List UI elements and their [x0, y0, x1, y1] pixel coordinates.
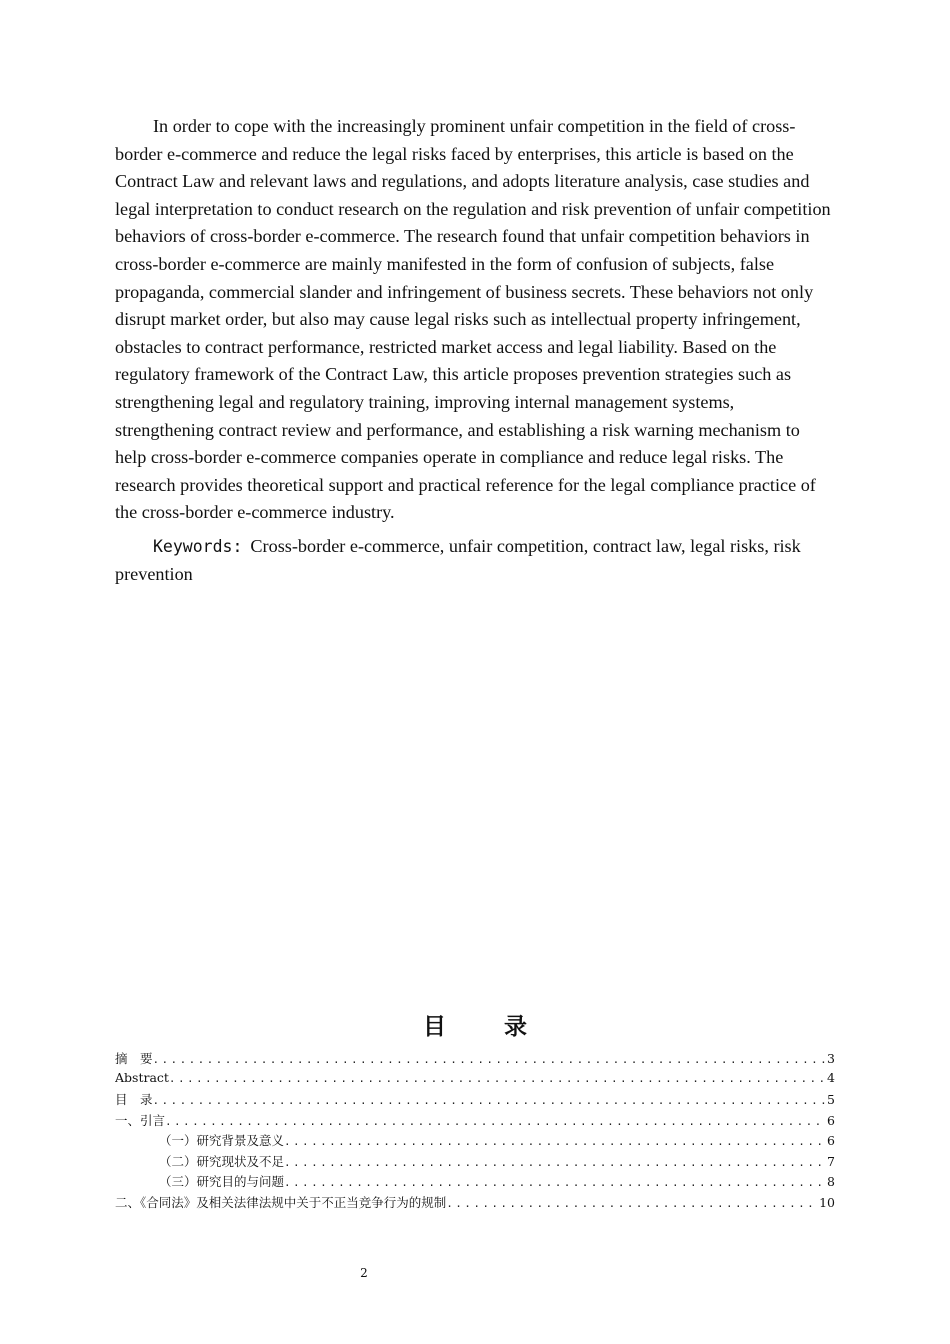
toc-leader-dots	[284, 1156, 825, 1169]
toc-entry[interactable]	[115, 1111, 835, 1132]
toc-subentry[interactable]	[115, 1172, 835, 1193]
toc-entry-label: 摘 要	[115, 1051, 153, 1066]
toc-leader-dots	[284, 1135, 825, 1148]
abstract-paragraph: In order to cope with the increasingly prominent unfair competition in the field of cross-border e-commerce and reduce the legal risks faced by enterprises, this article is based on the Contract Law and relevant laws and regulations, and adopts literature analysis, case studies and legal interpretation to conduct research on the regulation and risk prevention of unfair competition behaviors of cross-border e-commerce. The research found that unfair competition behaviors in cross-border e-commerce are mainly manifested in the form of confusion of subjects, false propaganda, commercial slander and infringement of business secrets. These behaviors not only disrupt market order, but also may cause legal risks such as intellectual property infringement, obstacles to contract performance, restricted market access and legal liability. Based on the regulatory framework of the Contract Law, this article proposes prevention strategies such as strengthening legal and regulatory training, improving internal management systems, strengthening contract review and performance, and establishing a risk warning mechanism to help cross-border e-commerce companies operate in compliance and reduce legal risks. The research provides theoretical support and practical reference for the legal compliance practice of the cross-border e-commerce industry.	[115, 116, 831, 523]
toc-entry-label: 二、《合同法》及相关法律法规中关于不正当竞争行为的规制	[115, 1194, 447, 1210]
toc-entry-page: 4	[827, 1069, 835, 1085]
toc-entry-page: 6	[827, 1133, 835, 1148]
toc-leader-dots	[165, 1115, 825, 1128]
keywords-label: Keywords:	[153, 537, 243, 556]
toc-entry-page: 10	[819, 1194, 835, 1210]
toc-leader-dots	[169, 1072, 825, 1085]
page-number: 2	[360, 1266, 368, 1280]
toc-entry[interactable]	[115, 1193, 835, 1214]
toc-leader-dots	[153, 1053, 826, 1066]
toc-subentry[interactable]	[115, 1131, 835, 1152]
toc-leader-dots	[153, 1094, 826, 1107]
toc-entry-label: （三）研究目的与问题	[159, 1174, 285, 1189]
table-of-contents	[115, 1049, 835, 1213]
toc-entry-page: 7	[827, 1153, 835, 1169]
toc-entry-page: 3	[827, 1051, 835, 1066]
keywords-line	[115, 533, 835, 588]
toc-entry-label: Abstract	[115, 1069, 169, 1085]
toc-subentry[interactable]	[115, 1152, 835, 1173]
toc-entry[interactable]	[115, 1090, 835, 1111]
toc-entry[interactable]	[115, 1049, 835, 1070]
keywords-text: Cross-border e-commerce, unfair competition, contract law, legal risks, risk prevention	[115, 536, 801, 584]
toc-entry-page: 6	[827, 1112, 835, 1128]
toc-leader-dots	[446, 1197, 817, 1210]
toc-entry-label: （二）研究现状及不足	[159, 1153, 285, 1169]
toc-entry-label: 目 录	[115, 1092, 153, 1107]
toc-entry-label: 一、引言	[115, 1112, 166, 1128]
toc-entry-page: 5	[827, 1092, 835, 1107]
toc-leader-dots	[284, 1176, 825, 1189]
toc-entry-label: （一）研究背景及意义	[159, 1133, 285, 1148]
toc-entry[interactable]	[115, 1070, 835, 1091]
toc-entry-page: 8	[827, 1174, 835, 1189]
toc-title: 目录	[423, 1014, 585, 1040]
